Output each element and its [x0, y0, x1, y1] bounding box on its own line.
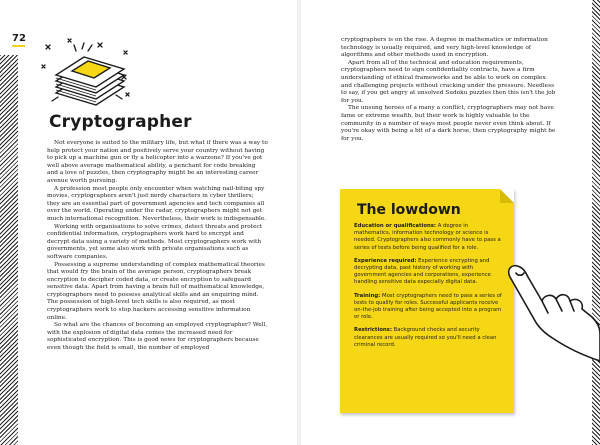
body-paragraph: Working with organisations to solve crimes, detect threats and protect confidential information, cryptographers work hard to encrypt and decrypt data using a variety of methods. Most cryptographers work with governments, yet some also work with private organisations such as software companies. [47, 223, 263, 260]
lowdown-item-text: Most cryptographers need to pass a series of tests to qualify for roles. Successful applicants receive on-the-job training after being accepted into a program or role. [354, 292, 502, 321]
body-paragraph: Apart from all of the technical and education requirements, cryptographers need to sign confidentiality contracts, have a firm understanding of ethical frameworks and be able to work on complex and challenging projects without cracking under the pressure. Needless to say, if you get angry at unsolved Sudoku puzzles then this isn't the job for you. [341, 59, 556, 104]
body-paragraph: A profession most people only encounter when watching nail-biting spy movies, cryptographers aren't just nerdy characters in cyber thrillers; they are an essential part of government agencies and tech companies all over the world. Operating under the radar, cryptographers might not get much international recognition. Nevertheless, their work is indispensable. [47, 185, 267, 222]
left-body-column [47, 140, 268, 353]
lowdown-item-label: Experience required: [354, 257, 417, 264]
lowdown-item-text: A degree in mathematics, information technology or science is needed. Cryptographers also commonly have to pass a series of tests before being qualified for a role. [354, 223, 501, 251]
body-paragraph: Possessing a supreme understanding of complex mathematical theories that would fry the brain of the average person, cryptographers break encryption to decipher coded data, or create encryption to safeguard sensitive data. Apart from having a brain full of mathematical knowledge, cryptographers need to possess analytical skills and an enquiring mind. The possession of high-level tech skills is also required, as most cryptographers work to stop hackers accessing sensitive information online. [47, 261, 265, 321]
lowdown-item-label: Education or qualifications: [354, 223, 437, 229]
page-number-underline [12, 45, 25, 47]
body-paragraph: cryptographers is on the rise. A degree in mathematics or information technology is usually required, and very high-level knowledge of algorithms and other methods used in encryption. [341, 37, 548, 59]
body-paragraph: Not everyone is suited to the military life, but what if there was a way to help protect your nation and positively serve your country without having to pick up a machine gun or fly a helicopter into a warzone? If you've got well above average mathematical ability, a penchant for code breaking and a love of puzzles, then cryptography might be an interesting career avenue worth pursuing. [47, 140, 268, 184]
page-spine [297, 0, 301, 445]
right-hatch-decoration [592, 0, 600, 445]
body-paragraph: The unsung heroes of a many a conflict, cryptographers may not have fame or extreme wealth, but their work is highly valuable to the community in a number of ways most people never even think about. If you're okay with being a bit of a dark horse, then cryptography might be for you. [341, 105, 556, 142]
page-title: Cryptographer [49, 112, 192, 132]
lowdown-item-text: Background checks and security clearances are usually required so you'll need a clean criminal record. [354, 327, 497, 348]
lowdown-item-text: Experience encrypting and decrypting data, past history of working with government agencies and corporations, experience handling sensitive data especially digital data. [354, 257, 491, 286]
body-paragraph: So what are the chances of becoming an employed cryptographer? Well, with the explosion of digital data comes the increased need for sophisticated encryption. This is good news for cryptographers because even though the field is small, the number of employed [47, 322, 268, 352]
note-folded-corner [500, 189, 514, 203]
lowdown-item-label: Training: [354, 292, 381, 299]
lowdown-item-label: Restrictions: [354, 327, 392, 334]
lowdown-title: The lowdown [357, 202, 461, 218]
page-number: 72 [12, 33, 26, 44]
right-body-column [341, 37, 556, 143]
left-hatch-decoration [0, 55, 18, 445]
pointing-hand-illustration [466, 243, 600, 378]
stacked-documents-illustration [38, 35, 136, 115]
